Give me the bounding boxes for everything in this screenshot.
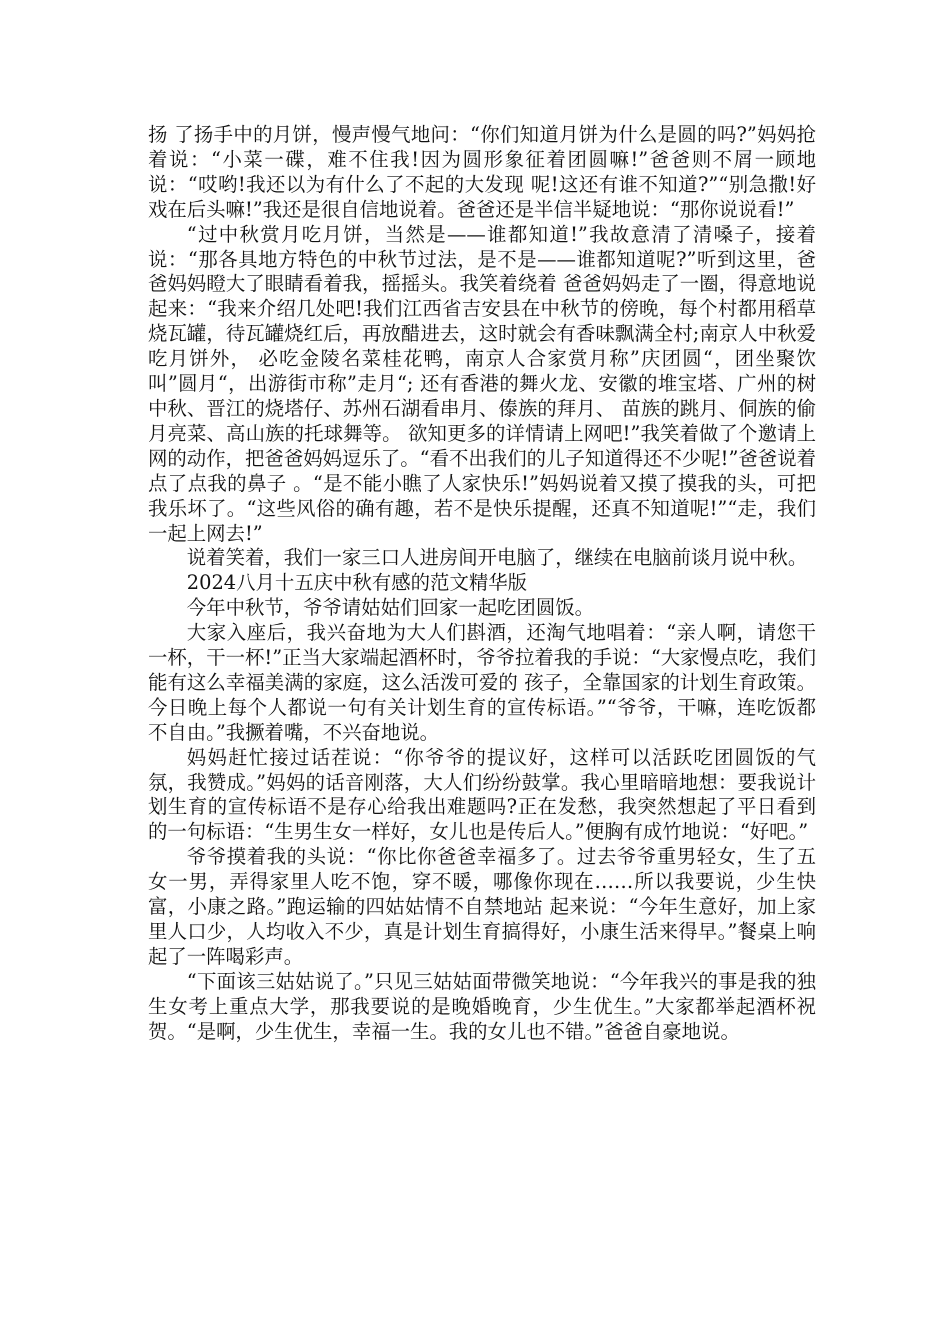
paragraph: 大家入座后，我兴奋地为大人们斟酒，还淘气地唱着：“亲人啊，请您干一杯，干一杯!”正当大家端起酒杯时，爷爷拉着我的手说：“大家慢点吃，我们能有这么幸福美满的家庭，这么活泼可爱的 孩子，全靠国家的计划生育政策。今日晚上每个人都说一句有关计划生育的宣传标语。”“爷爷，干嘛，连吃饭都不自由。”我撅着嘴，不兴奋地说。 [148,621,816,744]
paragraph: 今年中秋节，爷爷请姑姑们回家一起吃团圆饭。 [186,596,594,620]
paragraph: “过中秋赏月吃月饼，当然是——谁都知道!”我故意清了清嗓子，接着说：“那各具地方特色的中秋节过法，是不是——谁都知道呢?”听到这里，爸爸妈妈瞪大了眼睛看着我，摇摇头。我笑着绕着 爸爸妈妈走了一圈，得意地说起来：“我来介绍几处吧!我们江西省吉安县在中秋节的傍晚，每个村都用稻草烧瓦罐，待瓦罐烧红后，再放醋进去，这时就会有香味飘满全村;南京人中秋爱吃月饼外， 必吃金陵名菜桂花鸭，南京人合家赏月称”庆团圆“，团坐聚饮叫”圆月“，出游街市称”走月“; 还有香港的舞火龙、安徽的堆宝塔、广州的树中秋、晋江的烧塔仔、苏州石湖看串月、傣族的拜月、 苗族的跳月、侗族的偷月亮菜、高山族的托球舞等。 欲知更多的详情请上网吧!”我笑着做了个邀请上网的动作，把爸爸妈妈逗乐了。“看不出我们的儿子知道得还不少呢!”爸爸说着点了点我的鼻子 。“是不能小瞧了人家快乐!”妈妈说着又摸了摸我的头，可把我乐坏了。“这些风俗的确有趣，若不是快乐提醒，还真不知道呢!”“走，我们一起上网去!” [148,222,816,545]
paragraph: “下面该三姑姑说了。”只见三姑姑面带微笑地说：“今年我兴的事是我的独生女考上重点大学，那我要说的是晚婚晚育，少生优生。”大家都举起酒杯祝贺。“是啊，少生优生，幸福一生。我的女儿也不错。”爸爸自豪地说。 [148,969,816,1043]
document-page [148,123,816,1045]
paragraph: 妈妈赶忙接过话茬说：“你爷爷的提议好，这样可以活跃吃团圆饭的气氛，我赞成。”妈妈的话音刚落，大人们纷纷鼓掌。我心里暗暗地想：要我说计划生育的宣传标语不是存心给我出难题吗?正在发愁，我突然想起了平日看到的一句标语：“生男生女一样好，女儿也是传后人。”便胸有成竹地说：“好吧。” [148,745,816,844]
paragraph: 说着笑着，我们一家三口人进房间开电脑了，继续在电脑前谈月说中秋。 [186,546,808,570]
section-title: 2024八月十五庆中秋有感的范文精华版 [186,571,528,595]
paragraph: 爷爷摸着我的头说：“你比你爸爸幸福多了。过去爷爷重男轻女，生了五女一男，弄得家里人吃不饱，穿不暖，哪像你现在……所以我要说，少生快富，小康之路。”跑运输的四姑姑情不自禁地站 起来说：“今年生意好，加上家里人口少，人均收入不少，真是计划生育搞得好，小康生活来得早。”餐桌上响起了一阵喝彩声。 [148,845,816,968]
paragraph-continuation: 扬 了扬手中的月饼，慢声慢气地问：“你们知道月饼为什么是圆的吗?”妈妈抢着说：“小菜一碟，难不住我!因为圆形象征着团圆嘛!”爸爸则不屑一顾地说：“哎哟!我还以为有什么了不起的大发现 呢!这还有谁不知道?”“别急撒!好戏在后头嘛!”我还是很自信地说着。爸爸还是半信半疑地说：“那你说说看!” [148,123,816,221]
